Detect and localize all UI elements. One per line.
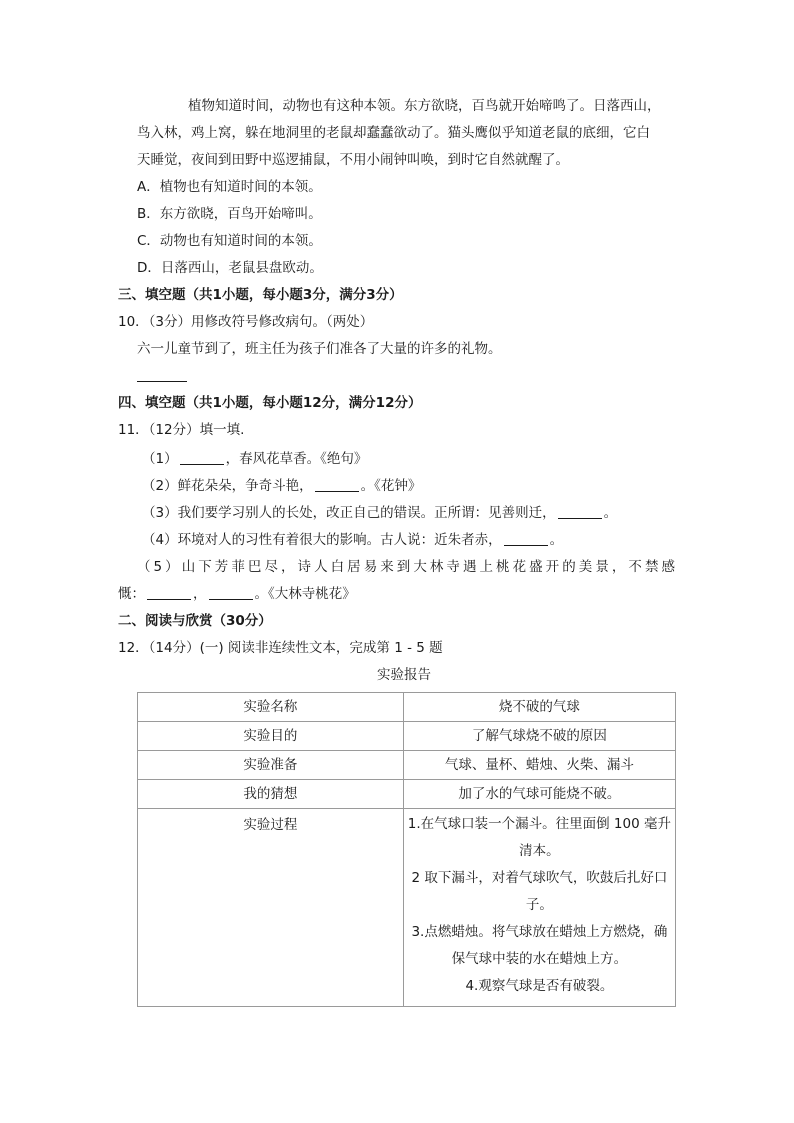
row-label: 实验准备 <box>138 751 404 780</box>
q11-item-1-blank[interactable] <box>180 450 224 465</box>
process-line-6: 保气球中装的水在蜡烛上方。 <box>451 951 628 967</box>
row-value: 气球、量杯、蜡烛、火柴、漏斗 <box>403 751 675 780</box>
q11-item-5-line-1: （5）山下芳菲巴尽，诗人白居易来到大林寺遇上桃花盛开的美景，不禁感 <box>137 559 675 575</box>
q11-item-2-post: 。《花钟》 <box>360 478 422 494</box>
row-label: 实验名称 <box>138 693 404 722</box>
q11-item-5-mid: ， <box>193 586 207 602</box>
section3-heading: 三、填空题（共1小题，每小题3分，满分3分） <box>118 287 403 303</box>
q11-item-4 <box>142 530 563 550</box>
row-value: 烧不破的气球 <box>403 693 675 722</box>
row-value: 了解气球烧不破的原因 <box>403 722 675 751</box>
row-label: 我的猜想 <box>138 780 404 809</box>
table-row <box>138 809 676 1007</box>
option-d: D．日落西山，老鼠县盘欧动。 <box>137 260 323 276</box>
process-line-3: 2 取下漏斗，对着气球吹气，吹鼓后扎好口 <box>411 870 668 886</box>
row-label: 实验目的 <box>138 722 404 751</box>
q11-item-3-pre: （3）我们要学习别人的长处，改正自己的错误。正所谓：见善则迁， <box>142 505 556 521</box>
q11-item-5-pre: 慨： <box>118 586 145 602</box>
table-row <box>138 722 676 751</box>
q11-item-4-pre: （4）环境对人的习性有着很大的影响。古人说：近朱者赤， <box>142 532 502 548</box>
q10-stem: 10．（3分）用修改符号修改病句。（两处） <box>118 314 374 330</box>
process-line-1: 1.在气球口装一个漏斗。往里面倒 100 毫升 <box>407 816 671 832</box>
report-table <box>137 692 676 1007</box>
table-row <box>138 780 676 809</box>
q11-item-5-line-2 <box>118 584 356 604</box>
table-row <box>138 751 676 780</box>
q11-item-2-blank[interactable] <box>315 477 359 492</box>
row-value: 加了水的气球可能烧不破。 <box>403 780 675 809</box>
q11-item-4-post: 。 <box>549 532 564 548</box>
process-line-5: 3.点燃蜡烛。将气球放在蜡烛上方燃烧，确 <box>411 924 668 940</box>
q10-answer-blank[interactable] <box>137 380 187 382</box>
q11-item-3-post: 。 <box>603 505 618 521</box>
q11-item-1-post: ，春风花草香。《绝句》 <box>225 451 368 467</box>
section4-heading: 四、填空题（共1小题，每小题12分，满分12分） <box>118 395 422 411</box>
q11-item-3 <box>142 503 617 523</box>
q11-item-5-blank-2[interactable] <box>209 585 253 600</box>
q12-stem: 12．（14分）(一) 阅读非连续性文本，完成第 1 - 5 题 <box>118 640 443 656</box>
q11-item-2 <box>142 476 421 496</box>
passage-line-2: 鸟入林，鸡上窝，躲在地洞里的老鼠却蠢蠢欲动了。猫头鹰似乎知道老鼠的底细，它白 <box>137 125 650 141</box>
q11-item-5-post: 。《大林寺桃花》 <box>254 586 356 602</box>
q11-item-4-blank[interactable] <box>504 531 548 546</box>
q11-stem: 11．（12分）填一填. <box>118 422 245 438</box>
q11-item-5-blank-1[interactable] <box>147 585 191 600</box>
process-value <box>403 809 675 1007</box>
process-line-4: 子。 <box>525 897 553 913</box>
q11-item-1-pre: （1） <box>142 451 178 467</box>
q10-sentence: 六一儿童节到了，班主任为孩子们准各了大量的许多的礼物。 <box>137 341 502 357</box>
option-a: A．植物也有知道时间的本领。 <box>137 179 322 195</box>
option-b: B．东方欲晓，百鸟开始啼叫。 <box>137 206 322 222</box>
q11-item-1 <box>142 449 367 469</box>
passage-line-3: 天睡觉，夜间到田野中巡逻捕鼠，不用小闹钟叫唤，到时它自然就醒了。 <box>137 152 569 168</box>
report-title: 实验报告 <box>377 667 431 683</box>
q11-item-3-blank[interactable] <box>558 504 602 519</box>
table-row <box>138 693 676 722</box>
q11-item-2-pre: （2）鲜花朵朵，争奇斗艳， <box>142 478 313 494</box>
passage-line-1: 植物知道时间，动物也有这种本领。东方欲晓，百鸟就开始啼鸣了。日落西山， <box>188 98 661 114</box>
process-line-7: 4.观察气球是否有破裂。 <box>465 978 614 994</box>
section2-heading: 二、阅读与欣赏（30分） <box>118 613 272 629</box>
option-c: C．动物也有知道时间的本领。 <box>137 233 322 249</box>
process-line-2: 清本。 <box>519 843 560 859</box>
process-label: 实验过程 <box>138 809 404 1007</box>
